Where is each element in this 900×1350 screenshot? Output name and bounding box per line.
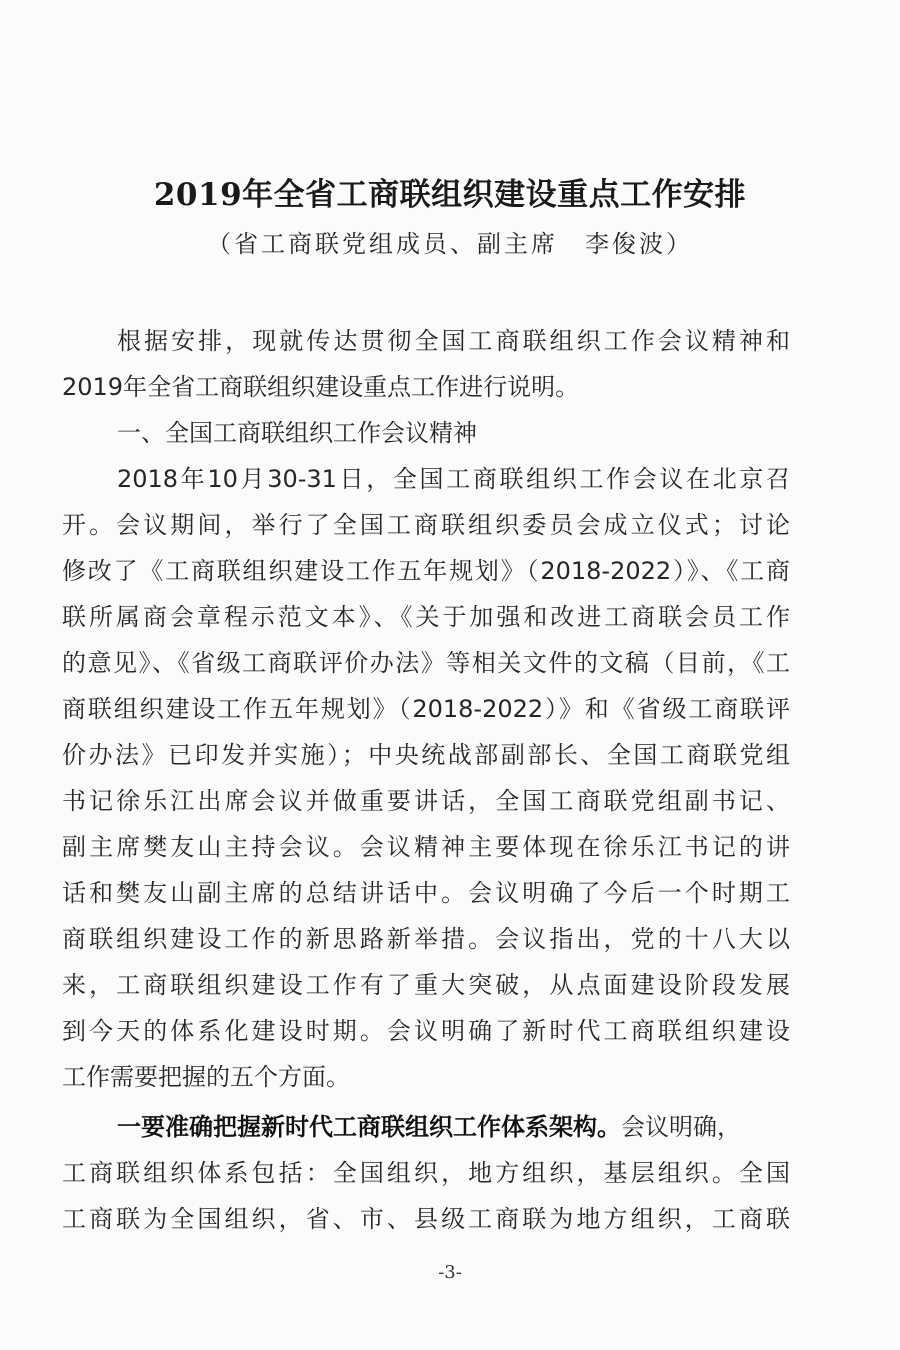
paragraph-line: 根据安排，现就传达贯彻全国工商联组织工作会议精神和	[117, 327, 790, 355]
paragraph-line: 来，工商联组织建设工作有了重大突破，从点面建设阶段发展	[62, 971, 790, 999]
section-heading: 一、全国工商联组织工作会议精神	[117, 419, 477, 447]
paragraph-line: 副主席樊友山主持会议。会议精神主要体现在徐乐江书记的讲	[62, 833, 790, 861]
paragraph-line: 到今天的体系化建设时期。会议明确了新时代工商联组织建设	[62, 1017, 790, 1045]
paragraph-line: 工作需要把握的五个方面。	[62, 1063, 350, 1091]
document-subtitle: （省工商联党组成员、副主席 李俊波）	[207, 230, 693, 258]
page-number: -3-	[438, 1262, 462, 1283]
paragraph-line: 修改了《工商联组织建设工作五年规划》（2018-2022）》、《工商	[62, 557, 790, 585]
paragraph-line: 商联组织建设工作五年规划》（2018-2022）》和《省级工商联评	[62, 695, 790, 723]
paragraph-line: 联所属商会章程示范文本》、《关于加强和改进工商联会员工作	[62, 603, 790, 631]
paragraph-line: 商联组织建设工作的新思路新举措。会议指出，党的十八大以	[62, 925, 790, 953]
paragraph-line: 工商联为全国组织，省、市、县级工商联为地方组织，工商联	[62, 1205, 790, 1233]
lead-continuation: 会议明确，	[621, 1113, 741, 1141]
paragraph-line: 书记徐乐江出席会议并做重要讲话，全国工商联党组副书记、	[62, 787, 790, 815]
document-title: 2019年全省工商联组织建设重点工作安排	[153, 177, 747, 213]
paragraph-line: 价办法》已印发并实施）；中央统战部副部长、全国工商联党组	[62, 741, 790, 769]
paragraph-line: 话和樊友山副主席的总结讲话中。会议明确了今后一个时期工	[62, 879, 790, 907]
paragraph-line: 2018年10月30-31日，全国工商联组织工作会议在北京召	[117, 465, 790, 493]
paragraph-line: 工商联组织体系包括：全国组织，地方组织，基层组织。全国	[62, 1159, 790, 1187]
paragraph-line	[117, 1104, 790, 1151]
paragraph-line: 2019年全省工商联组织建设重点工作进行说明。	[62, 373, 580, 401]
bold-lead-phrase: 一要准确把握新时代工商联组织工作体系架构。	[117, 1113, 621, 1141]
paragraph-line: 的意见》、《省级工商联评价办法》等相关文件的文稿（目前，《工	[62, 649, 790, 677]
paragraph-line: 开。会议期间，举行了全国工商联组织委员会成立仪式；讨论	[62, 511, 790, 539]
